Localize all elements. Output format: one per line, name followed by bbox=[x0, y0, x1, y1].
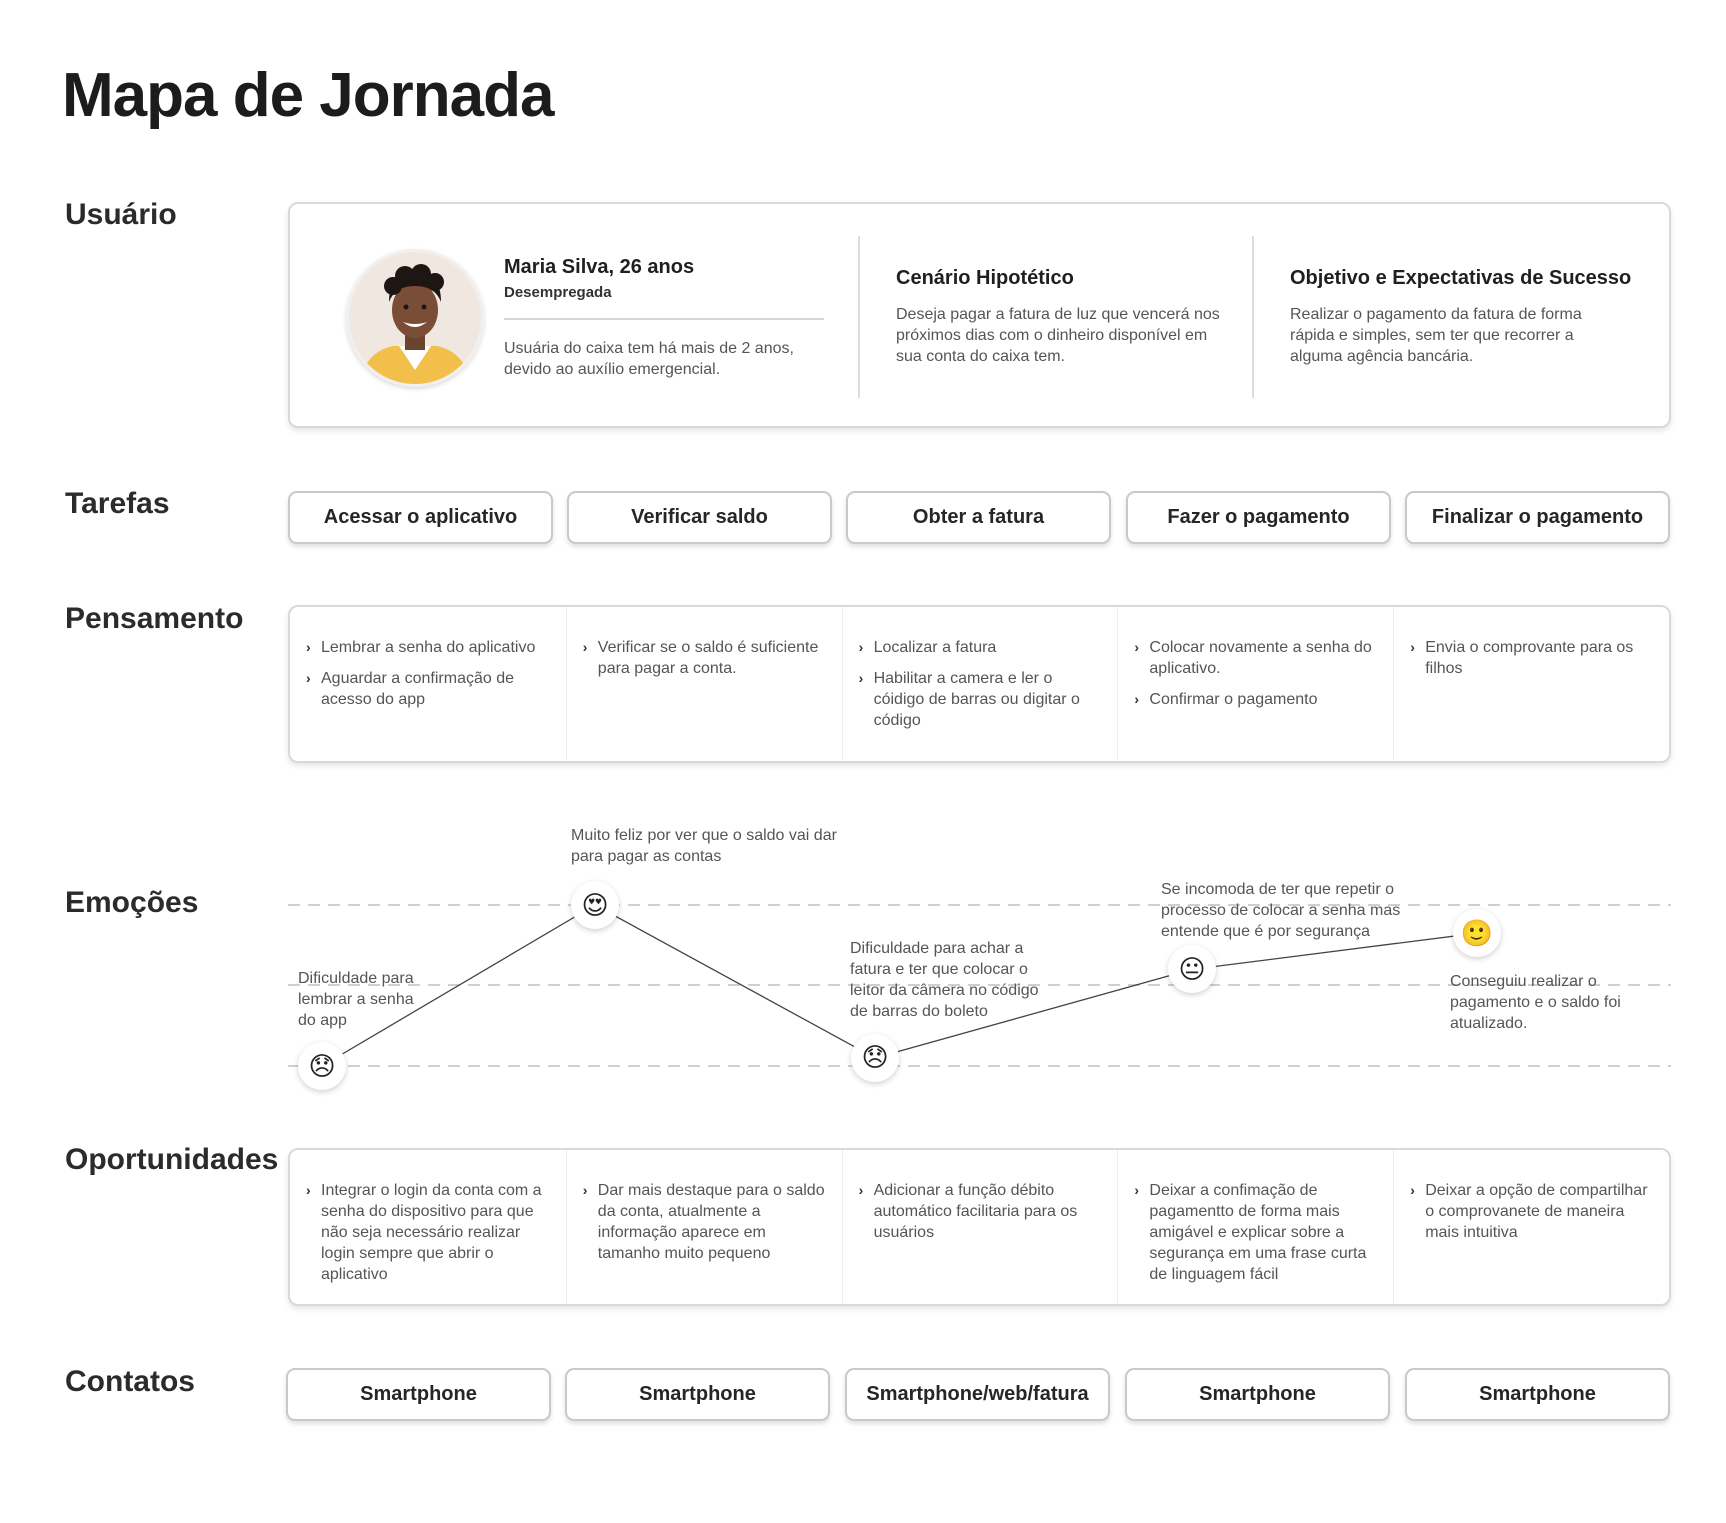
opportunity-text: Adicionar a função débito automático facilitaria para os usuários bbox=[873, 1182, 1078, 1241]
emotion-note: Conseguiu realizar o pagamento e o saldo foi atualizado. bbox=[1450, 973, 1621, 1032]
emotion-note: Se incomoda de ter que repetir o processo de colocar a senha mas entende que é por segurança bbox=[1161, 881, 1401, 940]
user-name: Maria Silva, 26 anos bbox=[504, 256, 695, 278]
contact-pill: Smartphone bbox=[1405, 1368, 1670, 1421]
chevron-right-icon: › bbox=[306, 639, 311, 655]
opportunity-column bbox=[566, 1150, 842, 1304]
thought-text: Confirmar o pagamento bbox=[1149, 691, 1318, 708]
label-emocoes: Emoções bbox=[65, 886, 199, 919]
opportunity-item bbox=[1134, 1180, 1377, 1285]
task-pill: Obter a fatura bbox=[846, 491, 1111, 544]
label-tarefas: Tarefas bbox=[65, 487, 170, 520]
thought-text: Localizar a fatura bbox=[873, 639, 997, 656]
opportunity-column bbox=[1117, 1150, 1393, 1304]
heart-eyes-face-icon: 😍 bbox=[571, 881, 619, 929]
scenario-title: Cenário Hipotético bbox=[896, 267, 1074, 289]
chevron-right-icon: › bbox=[1134, 691, 1140, 707]
contact-pill: Smartphone bbox=[286, 1368, 551, 1421]
chevron-right-icon: › bbox=[582, 639, 588, 655]
chevron-right-icon: › bbox=[858, 1182, 864, 1198]
slightly-smiling-face-icon: 🙂 bbox=[1453, 909, 1501, 957]
label-oportunidades: Oportunidades bbox=[65, 1143, 279, 1176]
page-title: Mapa de Jornada bbox=[62, 61, 554, 130]
label-pensamento: Pensamento bbox=[65, 602, 244, 635]
user-role: Desempregada bbox=[504, 284, 612, 301]
emotion-note: Dificuldade para lembrar a senha do app bbox=[298, 970, 414, 1029]
thought-text: Habilitar a camera e ler o cóidigo de barras ou digitar o código bbox=[873, 670, 1080, 729]
opportunity-text: Integrar o login da conta com a senha do dispositivo para que não seja necessário realizar login sempre que abrir o aplicativo bbox=[321, 1182, 542, 1283]
opportunity-item bbox=[583, 1180, 826, 1264]
user-description: Usuária do caixa tem há mais de 2 anos, devido ao auxílio emergencial. bbox=[504, 340, 794, 378]
chevron-right-icon: › bbox=[858, 670, 864, 686]
disappointed-face-icon: 😞 bbox=[851, 1034, 899, 1082]
task-pill: Acessar o aplicativo bbox=[288, 491, 553, 544]
chevron-right-icon: › bbox=[858, 639, 864, 655]
chevron-right-icon: › bbox=[1410, 1182, 1415, 1198]
label-usuario: Usuário bbox=[65, 198, 177, 231]
task-pill: Verificar saldo bbox=[567, 491, 832, 544]
thought-text: Aguardar a confirmação de acesso do app bbox=[321, 670, 514, 708]
opportunity-text: Dar mais destaque para o saldo da conta, atualmente a informação aparece em tamanho muito pequeno bbox=[597, 1182, 825, 1262]
emotion-note: Muito feliz por ver que o saldo vai dar para pagar as contas bbox=[571, 827, 837, 865]
opportunity-item bbox=[306, 1180, 550, 1285]
emotion-note: Dificuldade para achar a fatura e ter que colocar o leitor da câmera no código de barras do boleto bbox=[850, 940, 1039, 1020]
chevron-right-icon: › bbox=[582, 1182, 588, 1198]
opportunities-card bbox=[288, 1148, 1671, 1306]
opportunity-column bbox=[290, 1150, 566, 1304]
thought-text: Lembrar a senha do aplicativo bbox=[321, 639, 536, 656]
opportunity-item bbox=[1410, 1180, 1653, 1243]
thought-text: Verificar se o saldo é suficiente para pagar a conta. bbox=[597, 639, 819, 677]
opportunity-text: Deixar a confimação de pagamentto de forma mais amigável e explicar sobre a segurança em uma frase curta de linguagem fácil bbox=[1149, 1182, 1367, 1283]
opportunity-item bbox=[859, 1180, 1102, 1243]
thought-text: Colocar novamente a senha do aplicativo. bbox=[1149, 639, 1372, 677]
contact-pill: Smartphone bbox=[1125, 1368, 1390, 1421]
opportunity-text: Deixar a opção de compartilhar o comprovanete de maneira mais intuitiva bbox=[1425, 1182, 1648, 1241]
task-pill: Finalizar o pagamento bbox=[1405, 491, 1670, 544]
chevron-right-icon: › bbox=[306, 1182, 311, 1198]
goal-text: Realizar o pagamento da fatura de forma rápida e simples, sem ter que recorrer a alguma agência bancária. bbox=[1290, 306, 1582, 365]
task-pill: Fazer o pagamento bbox=[1126, 491, 1391, 544]
goal-title: Objetivo e Expectativas de Sucesso bbox=[1290, 267, 1632, 289]
opportunity-column bbox=[842, 1150, 1118, 1304]
neutral-face-icon: 😐 bbox=[1168, 945, 1216, 993]
contact-pill: Smartphone bbox=[565, 1368, 830, 1421]
chevron-right-icon: › bbox=[1134, 639, 1140, 655]
chevron-right-icon: › bbox=[1134, 1182, 1140, 1198]
chevron-right-icon: › bbox=[1410, 639, 1415, 655]
disappointed-face-icon: 😞 bbox=[298, 1042, 346, 1090]
thought-text: Envia o comprovante para os filhos bbox=[1425, 639, 1634, 677]
scenario-text: Deseja pagar a fatura de luz que vencerá nos próximos dias com o dinheiro disponível em sua conta do caixa tem. bbox=[896, 306, 1220, 365]
opportunity-column bbox=[1393, 1150, 1669, 1304]
contact-pill: Smartphone/web/fatura bbox=[845, 1368, 1110, 1421]
chevron-right-icon: › bbox=[306, 670, 311, 686]
label-contatos: Contatos bbox=[65, 1365, 195, 1398]
